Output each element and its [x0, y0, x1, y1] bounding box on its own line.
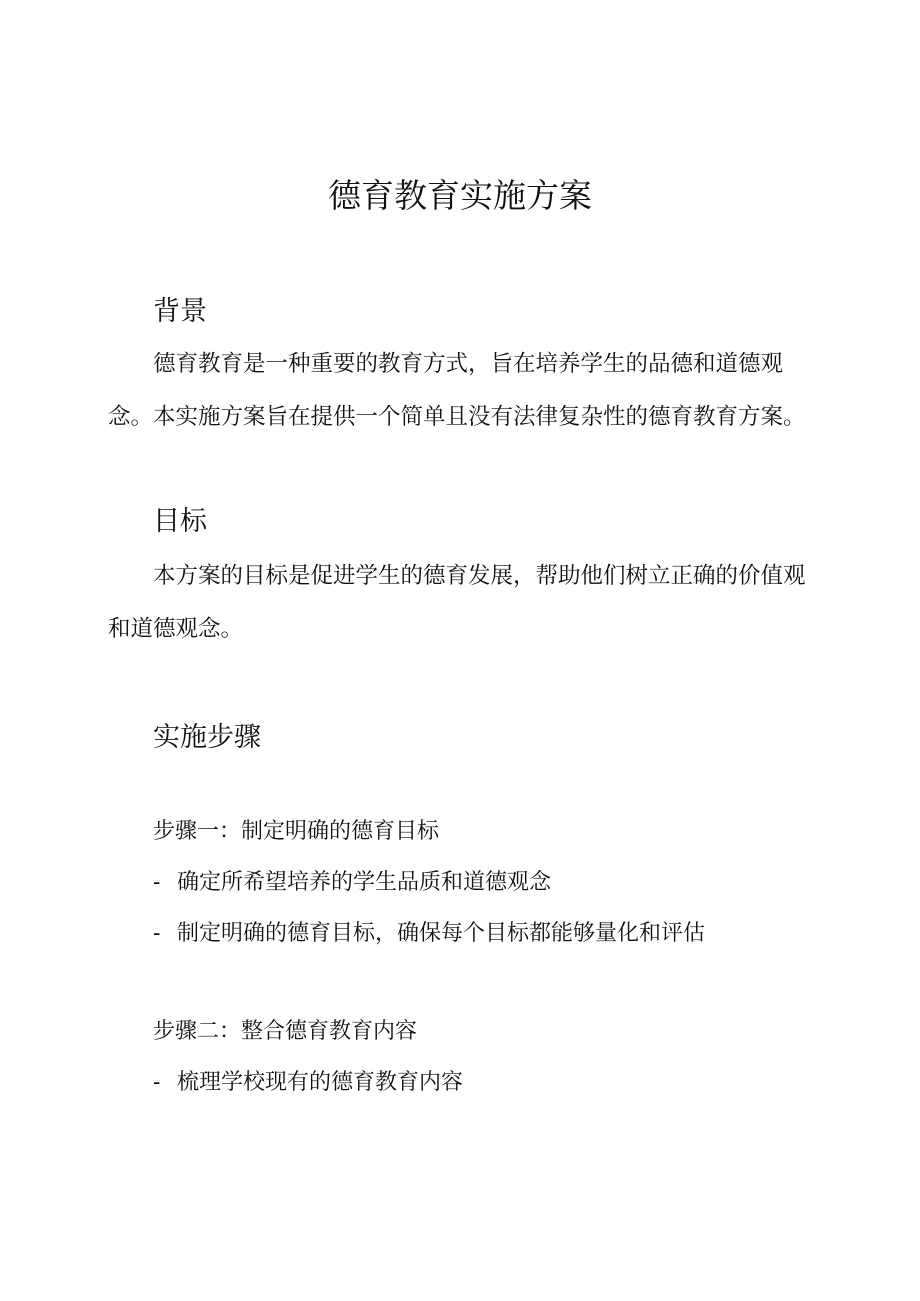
step-1-bullet-1 — [153, 867, 551, 899]
step-2-bullet-1 — [153, 1067, 463, 1099]
step-1-title: 步骤一：制定明确的德育目标 — [153, 819, 440, 844]
document-title: 德育教育实施方案 — [328, 176, 592, 215]
section-heading-goal: 目标 — [153, 506, 207, 537]
bullet-marker: - — [153, 1070, 161, 1095]
section-heading-steps: 实施步骤 — [153, 722, 261, 753]
bullet-text: 梳理学校现有的德育教育内容 — [177, 1070, 464, 1095]
step-2-title: 步骤二：整合德育教育内容 — [153, 1019, 418, 1044]
bullet-text: 制定明确的德育目标，确保每个目标都能够量化和评估 — [177, 921, 706, 946]
section-heading-background: 背景 — [153, 296, 207, 327]
step-1-bullet-2 — [153, 918, 705, 950]
goal-paragraph: 本方案的目标是促进学生的德育发展，帮助他们树立正确的价值观和道德观念。 — [108, 563, 806, 642]
background-paragraph: 德育教育是一种重要的教育方式，旨在培养学生的品德和道德观念。本实施方案旨在提供一个简单且没有法律复杂性的德育教育方案。 — [108, 351, 806, 430]
bullet-marker: - — [153, 921, 161, 946]
bullet-marker: - — [153, 870, 161, 895]
bullet-text: 确定所希望培养的学生品质和道德观念 — [177, 870, 552, 895]
